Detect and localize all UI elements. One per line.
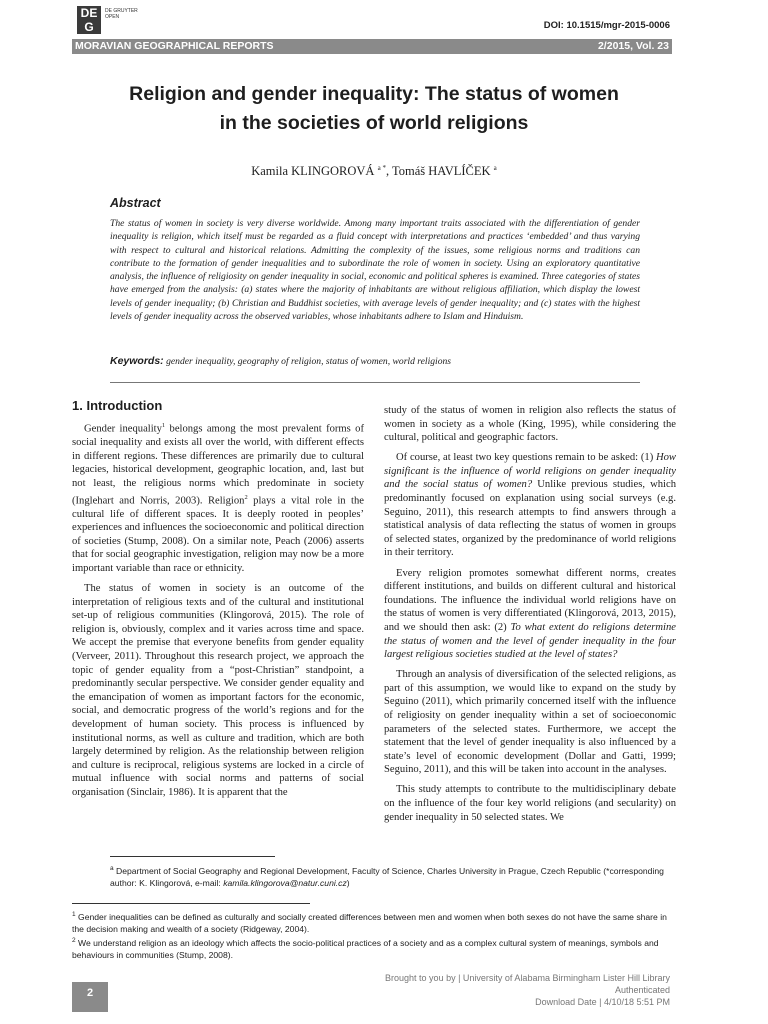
text-run: Gender inequalities can be defined as culturally and socially created differences between men and women when both sexes do not have the same share in the decision making and wealth of a society (Ridgeway, 2004). [72,911,667,934]
access-line: Download Date | 4/10/18 5:51 PM [535,997,670,1007]
page-number: 2 [72,982,108,1012]
author-2-affil: a [493,164,497,172]
text-run: Gender inequality [84,423,162,435]
paragraph: study of the status of women in religion also reflects the status of women in society as a whole (King, 1995), while considering the cultural, political and geographic factors. [384,405,676,444]
email-link[interactable]: kamila.klingorova@natur.cuni.cz [223,877,347,888]
abstract-heading: Abstract [110,196,161,210]
footnote-2 [72,935,676,961]
keywords [110,355,640,367]
text-run: Department of Social Geography and Regional Development, Faculty of Science, Charles University in Prague, Czech Republic (*corresponding author: K. Klingorová, e-mail: [110,865,664,888]
access-line: Authenticated [614,985,670,995]
text-run: plays a vital role in the cultural life of different spaces. It is deeply rooted in peoples’ experiences and influences the socioeconomic and political direction of societies (Stump, 2008). On a similar note, Peach (2006) asserts that for social geographic investigation, religion may now be a more important variable than race or ethnicity. [72,495,365,574]
paragraph [384,567,676,662]
paragraph: This study attempts to contribute to the multidisciplinary debate on the influence of the four key world religions (and secularity) on gender inequality in 50 selected states. We [384,784,676,823]
publisher-name: DE GRUYTER OPEN [105,8,138,20]
text-run: ) [346,877,350,888]
left-column [72,398,364,806]
paragraph [384,451,676,560]
text-run: belongs among the most prevalent forms of social inequality and exists all over the world, with different effects in different regions. These differences are primarily due to cultural legacies, historical development, geographic location, and, last but not least, the religious norms which predominate in society (Inglehart and Norris, 2003). Religion [72,423,364,507]
right-column [384,404,676,831]
section-heading: 1. Introduction [72,398,163,413]
title-line-1: Religion and gender inequality: The status of women [129,83,619,105]
authors [72,164,676,179]
author-1-affil: a * [377,164,386,172]
text-run: Unlike previous studies, which predominantly focused on explanation using social surveys (e.g. Seguino, 2011), this research attempts to find answers through a statistical analysis of data reflecting the status of women in groups of selected states, organized by the predominance of world religions in their territory. [384,479,676,559]
author-separator: , [385,164,392,179]
access-line: Brought to you by | University of Alabama Birmingham Lister Hill Library [385,973,670,983]
affil-marker: a [110,865,114,872]
footnote-1 [72,909,676,935]
article-title [72,80,676,138]
footnote-marker: 2 [72,937,76,944]
journal-name: MORAVIAN GEOGRAPHICAL REPORTS [75,40,274,52]
paragraph [72,419,364,576]
publisher-logo [77,6,101,34]
paragraph: Through an analysis of diversification of the selected religions, as part of this assumption, we would like to expand on the study by Seguino (2011), which primarily concerned itself with the influence of religiosity on gender inequality within a set of socioeconomic parameters of the selected states. Furthermore, we accept the statement that the level of gender inequality is also influenced by a state’s level of economic development (Dollar and Gatti, 1999; Seguino, 2011), and this will be taken into account in the analyses. [384,669,676,776]
footnote-divider [72,903,310,904]
paragraph: The status of women in society is an outcome of the interpretation of religious texts and of the cultural and institutional set-up of religious communities (Klingorová, 2015). The role of religion is, obviously, complex and it varies across time and space. We accept the premise that everyone benefits from gender equality (Verveer, 2011). Throughout this research project, we approach the topic of gender equality from a “post-Christian” standpoint, a predominantly secular perspective. We consider gender equality and the emancipation of women as important factors for the economic, social, and democratic progress of the world’s regions and for the development of human society. This process is influenced by institutional norms, as well as culture and tradition, which are both largely determined by religion. As the relationship between religion and culture is reciprocal, religious systems are locked in a circle of mutual influence with social norms and patterns of social organisation (Sinclair, 1986). It is apparent that the [72,583,364,798]
title-line-2: in the societies of world religions [219,112,529,134]
text-run: Of course, at least two key questions remain to be asked: (1) [396,452,656,464]
access-info [385,972,670,1008]
footnote-ref[interactable]: 1 [161,422,166,429]
footnote-divider [110,856,275,857]
research-question-2: To what extent do religions determine the status of women and the level of gender inequality in the four largest religious societies studied at the level of states? [384,621,677,661]
doi[interactable]: DOI: 10.1515/mgr-2015-0006 [543,20,670,31]
text-run: We understand religion as an ideology which affects the socio-political practices of a society and as a complex cultural system of meanings, symbols and behaviours in communities (Stump, 2008). [72,937,659,960]
author-2: Tomáš HAVLÍČEK [391,164,491,179]
text-run: Every religion promotes somewhat different norms, creates different institutions, and builds on different cultural and historical foundations. The influence the individual world religions have on the status of women is very differentiated (Klingorová, 2013, 2015), and we should then ask: (2) [384,567,676,633]
author-1: Kamila KLINGOROVÁ [251,164,375,179]
logo-letters: DE G [80,6,98,34]
journal-banner [72,39,672,54]
footnote-ref[interactable]: 2 [244,493,248,501]
keywords-label: Keywords: [110,355,164,367]
footnote-marker: 1 [72,911,76,918]
research-question-1: How significant is the influence of world religions on gender inequality and the social status of women? [384,452,676,491]
affiliation [110,863,670,889]
keywords-list: gender inequality, geography of religion, status of women, world religions [163,356,452,367]
divider [110,382,640,383]
issue-info: 2/2015, Vol. 23 [597,40,669,52]
abstract-text: The status of women in society is very diverse worldwide. Among many important traits associated with the differentiation of gender inequality is religion, which itself must be regarded as a fluid concept with interpretations and practices ‘embedded’ and thus varying with respect to cultural and historical relations. Admitting the complexity of the issues, some religious norms and traditions can contribute to the formation of gender inequalities and to subordinate the role of women in society. Using an exploratory quantitative analysis, the influence of religiosity on gender inequality in social, economic and political spheres is examined. Three categories of states have emerged from the analysis: (a) states where the majority of inhabitants are without religious affiliation, which display the lowest levels of gender inequality; (b) Christian and Buddhist societies, with average levels of gender inequality; and (c) states with the highest levels of gender inequality across the observed variables, whose inhabitants adhere to Islam and Hinduism. [110,218,640,323]
